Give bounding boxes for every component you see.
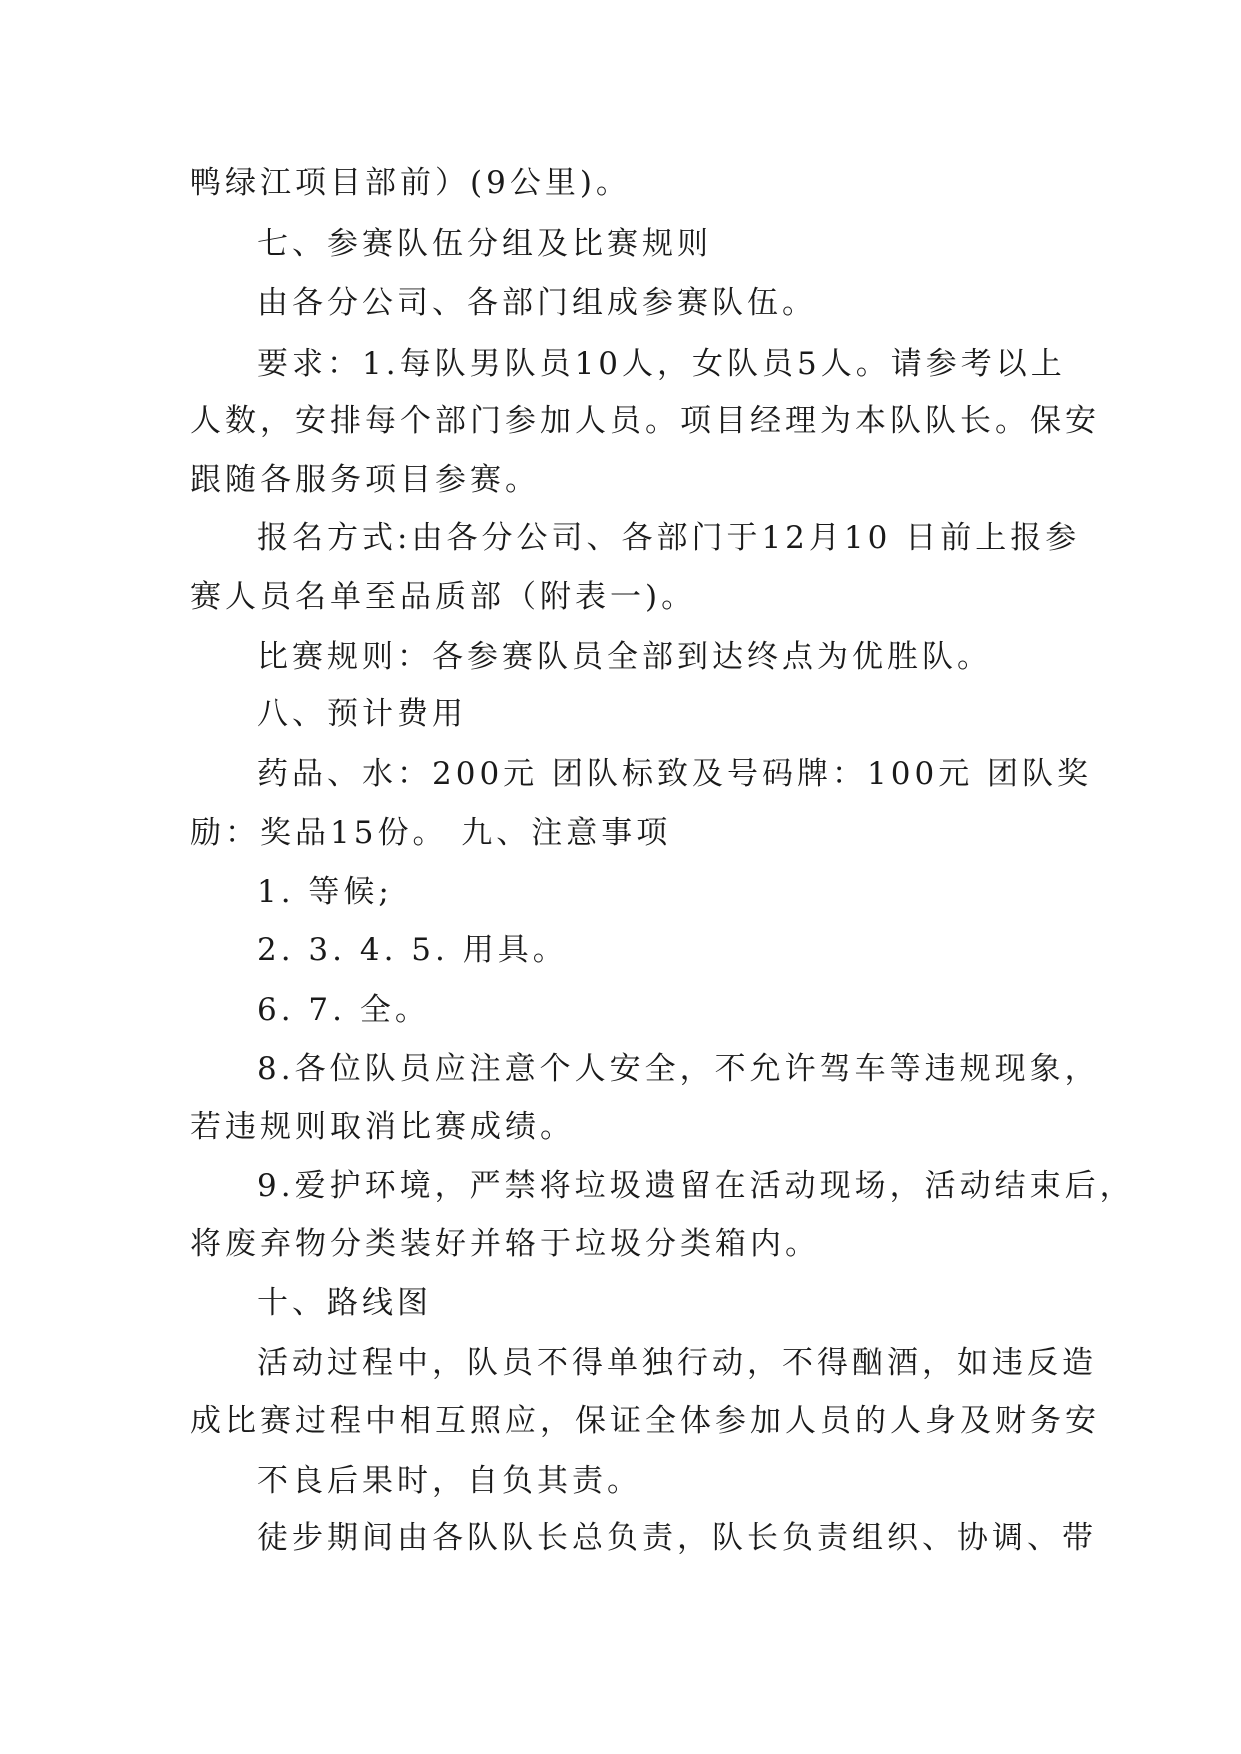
text-line: 成比赛过程中相互照应，保证全体参加人员的人身及财务安: [190, 1403, 1100, 1439]
list-item: 8.各位队员应注意个人安全，不允许驾车等违规现象，: [257, 1051, 1100, 1087]
text-line: 不良后果时，自负其责。: [257, 1463, 642, 1499]
text-line: 若违规则取消比赛成绩。: [190, 1109, 575, 1145]
list-item: 2. 3. 4. 5. 用具。: [257, 932, 568, 968]
section-heading-route-map: 十、路线图: [257, 1285, 432, 1321]
text-line: 人数，安排每个部门参加人员。项目经理为本队队长。保安: [190, 403, 1100, 439]
text-line: 由各分公司、各部门组成参赛队伍。: [257, 285, 817, 321]
text-line: 赛人员名单至品质部（附表一)。: [190, 579, 697, 615]
text-line: 励：奖品15份。 九、注意事项: [190, 815, 672, 851]
text-line: 徒步期间由各队队长总负责，队长负责组织、协调、带: [257, 1520, 1097, 1556]
list-item: 6. 7. 全。: [257, 992, 430, 1028]
list-item: 9.爱护环境，严禁将垃圾遗留在活动现场，活动结束后，: [257, 1168, 1135, 1204]
section-heading-expenses: 八、预计费用: [257, 696, 467, 732]
text-line: 活动过程中，队员不得单独行动，不得酗酒，如违反造: [257, 1345, 1097, 1381]
text-line: 将废弃物分类装好并辂于垃圾分类箱内。: [190, 1226, 820, 1262]
text-line: 跟随各服务项目参赛。: [190, 462, 540, 498]
text-line: 报名方式:由各分公司、各部门于12月10 日前上报参: [257, 520, 1081, 556]
text-line: 比赛规则：各参赛队员全部到达终点为优胜队。: [257, 639, 992, 675]
text-line: 鸭绿江项目部前）(9公里)。: [190, 165, 631, 201]
list-item: 1. 等候;: [257, 874, 393, 910]
section-heading-groups-rules: 七、参赛队伍分组及比赛规则: [257, 226, 712, 262]
text-line: 要求：1.每队男队员10人，女队员5人。请参考以上: [257, 346, 1066, 382]
text-line: 药品、水：200元 团队标致及号码牌：100元 团队奖: [257, 756, 1093, 792]
